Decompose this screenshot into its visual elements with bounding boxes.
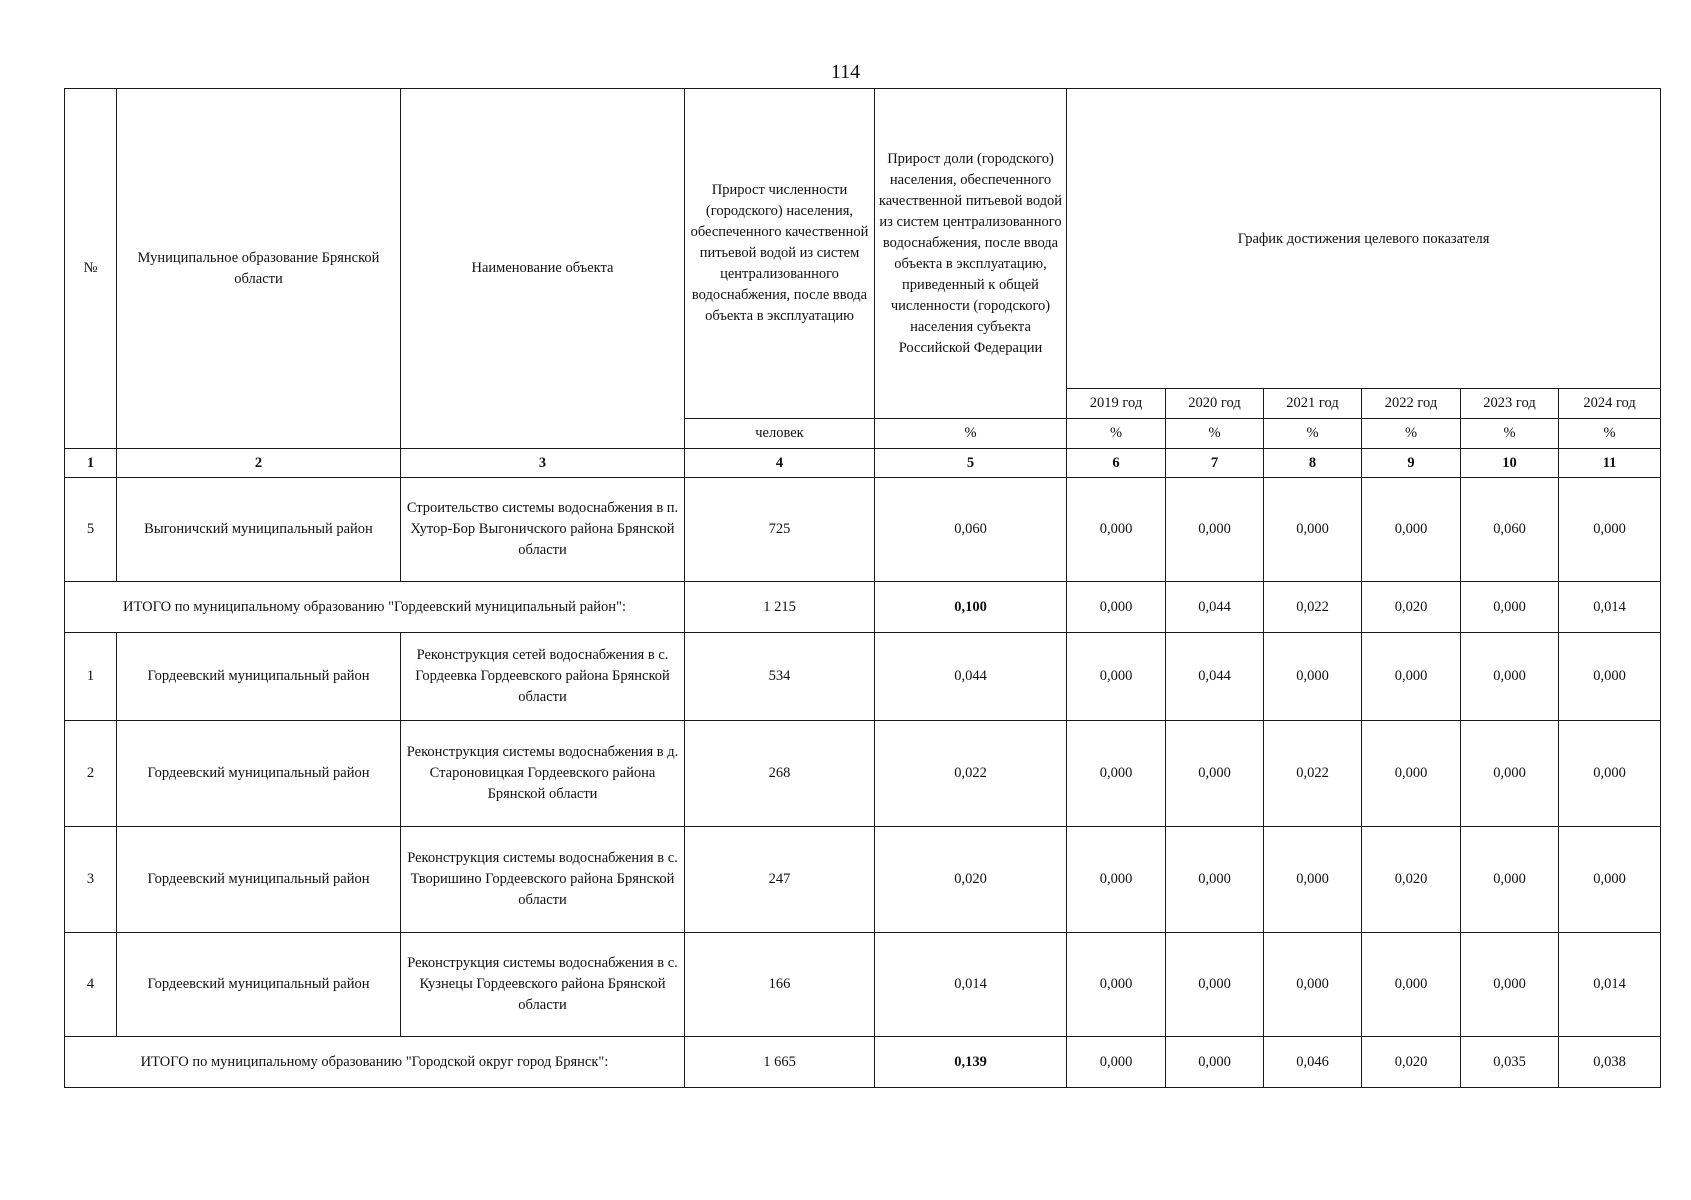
year-value: 0,000 bbox=[1559, 633, 1661, 721]
table-row bbox=[65, 633, 1661, 721]
people-value: 247 bbox=[685, 827, 875, 933]
share-value: 0,020 bbox=[875, 827, 1067, 933]
year-value: 0,000 bbox=[1264, 633, 1362, 721]
header-year: 2020 год bbox=[1166, 389, 1264, 419]
total-share-value: 0,139 bbox=[875, 1037, 1067, 1088]
header-year: 2019 год bbox=[1067, 389, 1166, 419]
year-value: 0,000 bbox=[1461, 721, 1559, 827]
object-name-cell: Реконструкция системы водоснабжения в д. Староновицкая Гордеевского района Брянской области bbox=[401, 721, 685, 827]
object-name-cell: Реконструкция сетей водоснабжения в с. Гордеевка Гордеевского района Брянской области bbox=[401, 633, 685, 721]
column-number: 7 bbox=[1166, 449, 1264, 478]
total-year-value: 0,046 bbox=[1264, 1037, 1362, 1088]
year-value: 0,000 bbox=[1264, 478, 1362, 582]
share-value: 0,044 bbox=[875, 633, 1067, 721]
year-value: 0,000 bbox=[1166, 933, 1264, 1037]
total-row bbox=[65, 582, 1661, 633]
year-value: 0,000 bbox=[1067, 827, 1166, 933]
column-number: 5 bbox=[875, 449, 1067, 478]
people-value: 166 bbox=[685, 933, 875, 1037]
municipality-cell: Гордеевский муниципальный район bbox=[117, 721, 401, 827]
year-value: 0,000 bbox=[1362, 933, 1461, 1037]
year-value: 0,000 bbox=[1461, 933, 1559, 1037]
total-year-value: 0,020 bbox=[1362, 582, 1461, 633]
page-number: 114 bbox=[830, 61, 861, 83]
header-year: 2022 год bbox=[1362, 389, 1461, 419]
total-year-value: 0,038 bbox=[1559, 1037, 1661, 1088]
total-year-value: 0,000 bbox=[1067, 1037, 1166, 1088]
column-number: 10 bbox=[1461, 449, 1559, 478]
row-number: 5 bbox=[65, 478, 117, 582]
total-year-value: 0,014 bbox=[1559, 582, 1661, 633]
year-value: 0,000 bbox=[1461, 633, 1559, 721]
total-year-value: 0,000 bbox=[1166, 1037, 1264, 1088]
people-value: 725 bbox=[685, 478, 875, 582]
header-growth-share: Прирост доли (городского) населения, обеспеченного качественной питьевой водой из систем централизованного водоснабжения, после ввода объекта в эксплуатацию, приведенный к общей численности (городского) населения субъекта Российской Федерации bbox=[875, 89, 1067, 419]
header-year: 2023 год bbox=[1461, 389, 1559, 419]
year-value: 0,000 bbox=[1362, 721, 1461, 827]
total-people-value: 1 665 bbox=[685, 1037, 875, 1088]
header-growth-people: Прирост численности (городского) населения, обеспеченного качественной питьевой водой из систем централизованного водоснабжения, после ввода объекта в эксплуатацию bbox=[685, 89, 875, 419]
share-value: 0,014 bbox=[875, 933, 1067, 1037]
year-value: 0,020 bbox=[1362, 827, 1461, 933]
people-value: 268 bbox=[685, 721, 875, 827]
share-value: 0,060 bbox=[875, 478, 1067, 582]
unit-people: человек bbox=[685, 419, 875, 449]
municipality-cell: Гордеевский муниципальный район bbox=[117, 827, 401, 933]
total-year-value: 0,020 bbox=[1362, 1037, 1461, 1088]
year-value: 0,000 bbox=[1067, 933, 1166, 1037]
column-number: 9 bbox=[1362, 449, 1461, 478]
year-value: 0,000 bbox=[1067, 721, 1166, 827]
column-number: 2 bbox=[117, 449, 401, 478]
total-year-value: 0,035 bbox=[1461, 1037, 1559, 1088]
year-value: 0,000 bbox=[1166, 827, 1264, 933]
object-name-cell: Реконструкция системы водоснабжения в с. Кузнецы Гордеевского района Брянской области bbox=[401, 933, 685, 1037]
object-name-cell: Строительство системы водоснабжения в п. Хутор-Бор Выгоничского района Брянской области bbox=[401, 478, 685, 582]
year-value: 0,000 bbox=[1264, 933, 1362, 1037]
year-value: 0,014 bbox=[1559, 933, 1661, 1037]
people-value: 534 bbox=[685, 633, 875, 721]
unit-percent: % bbox=[1559, 419, 1661, 449]
unit-percent: % bbox=[1362, 419, 1461, 449]
year-value: 0,000 bbox=[1559, 721, 1661, 827]
total-year-value: 0,022 bbox=[1264, 582, 1362, 633]
municipality-cell: Гордеевский муниципальный район bbox=[117, 633, 401, 721]
data-table bbox=[64, 88, 1661, 1088]
share-value: 0,022 bbox=[875, 721, 1067, 827]
year-value: 0,022 bbox=[1264, 721, 1362, 827]
row-number: 1 bbox=[65, 633, 117, 721]
row-number: 2 bbox=[65, 721, 117, 827]
header-object: Наименование объекта bbox=[401, 89, 685, 449]
object-name-cell: Реконструкция системы водоснабжения в с. Творишино Гордеевского района Брянской области bbox=[401, 827, 685, 933]
year-value: 0,060 bbox=[1461, 478, 1559, 582]
unit-percent: % bbox=[1067, 419, 1166, 449]
total-share-value: 0,100 bbox=[875, 582, 1067, 633]
column-number: 4 bbox=[685, 449, 875, 478]
year-value: 0,000 bbox=[1559, 478, 1661, 582]
row-number: 3 bbox=[65, 827, 117, 933]
year-value: 0,000 bbox=[1559, 827, 1661, 933]
column-number-row bbox=[65, 449, 1661, 478]
total-year-value: 0,000 bbox=[1067, 582, 1166, 633]
table-row bbox=[65, 933, 1661, 1037]
column-number: 8 bbox=[1264, 449, 1362, 478]
header-no: № bbox=[65, 89, 117, 449]
year-value: 0,000 bbox=[1067, 633, 1166, 721]
unit-percent: % bbox=[1461, 419, 1559, 449]
total-year-value: 0,044 bbox=[1166, 582, 1264, 633]
unit-percent: % bbox=[1166, 419, 1264, 449]
total-people-value: 1 215 bbox=[685, 582, 875, 633]
row-number: 4 bbox=[65, 933, 117, 1037]
year-value: 0,000 bbox=[1461, 827, 1559, 933]
total-label: ИТОГО по муниципальному образованию "Гордеевский муниципальный район": bbox=[65, 582, 685, 633]
header-year: 2024 год bbox=[1559, 389, 1661, 419]
year-value: 0,000 bbox=[1166, 478, 1264, 582]
table-row bbox=[65, 721, 1661, 827]
municipality-cell: Гордеевский муниципальный район bbox=[117, 933, 401, 1037]
year-value: 0,000 bbox=[1362, 478, 1461, 582]
table-row bbox=[65, 478, 1661, 582]
table-row bbox=[65, 827, 1661, 933]
municipality-cell: Выгоничский муниципальный район bbox=[117, 478, 401, 582]
year-value: 0,000 bbox=[1264, 827, 1362, 933]
column-number: 3 bbox=[401, 449, 685, 478]
total-row bbox=[65, 1037, 1661, 1088]
header-schedule: График достижения целевого показателя bbox=[1067, 89, 1661, 389]
header-municipality: Муниципальное образование Брянской области bbox=[117, 89, 401, 449]
header-year: 2021 год bbox=[1264, 389, 1362, 419]
unit-percent: % bbox=[1264, 419, 1362, 449]
column-number: 1 bbox=[65, 449, 117, 478]
year-value: 0,000 bbox=[1362, 633, 1461, 721]
year-value: 0,000 bbox=[1166, 721, 1264, 827]
total-label: ИТОГО по муниципальному образованию "Городской округ город Брянск": bbox=[65, 1037, 685, 1088]
header-row-main bbox=[65, 89, 1661, 389]
year-value: 0,000 bbox=[1067, 478, 1166, 582]
total-year-value: 0,000 bbox=[1461, 582, 1559, 633]
column-number: 11 bbox=[1559, 449, 1661, 478]
column-number: 6 bbox=[1067, 449, 1166, 478]
unit-percent: % bbox=[875, 419, 1067, 449]
year-value: 0,044 bbox=[1166, 633, 1264, 721]
